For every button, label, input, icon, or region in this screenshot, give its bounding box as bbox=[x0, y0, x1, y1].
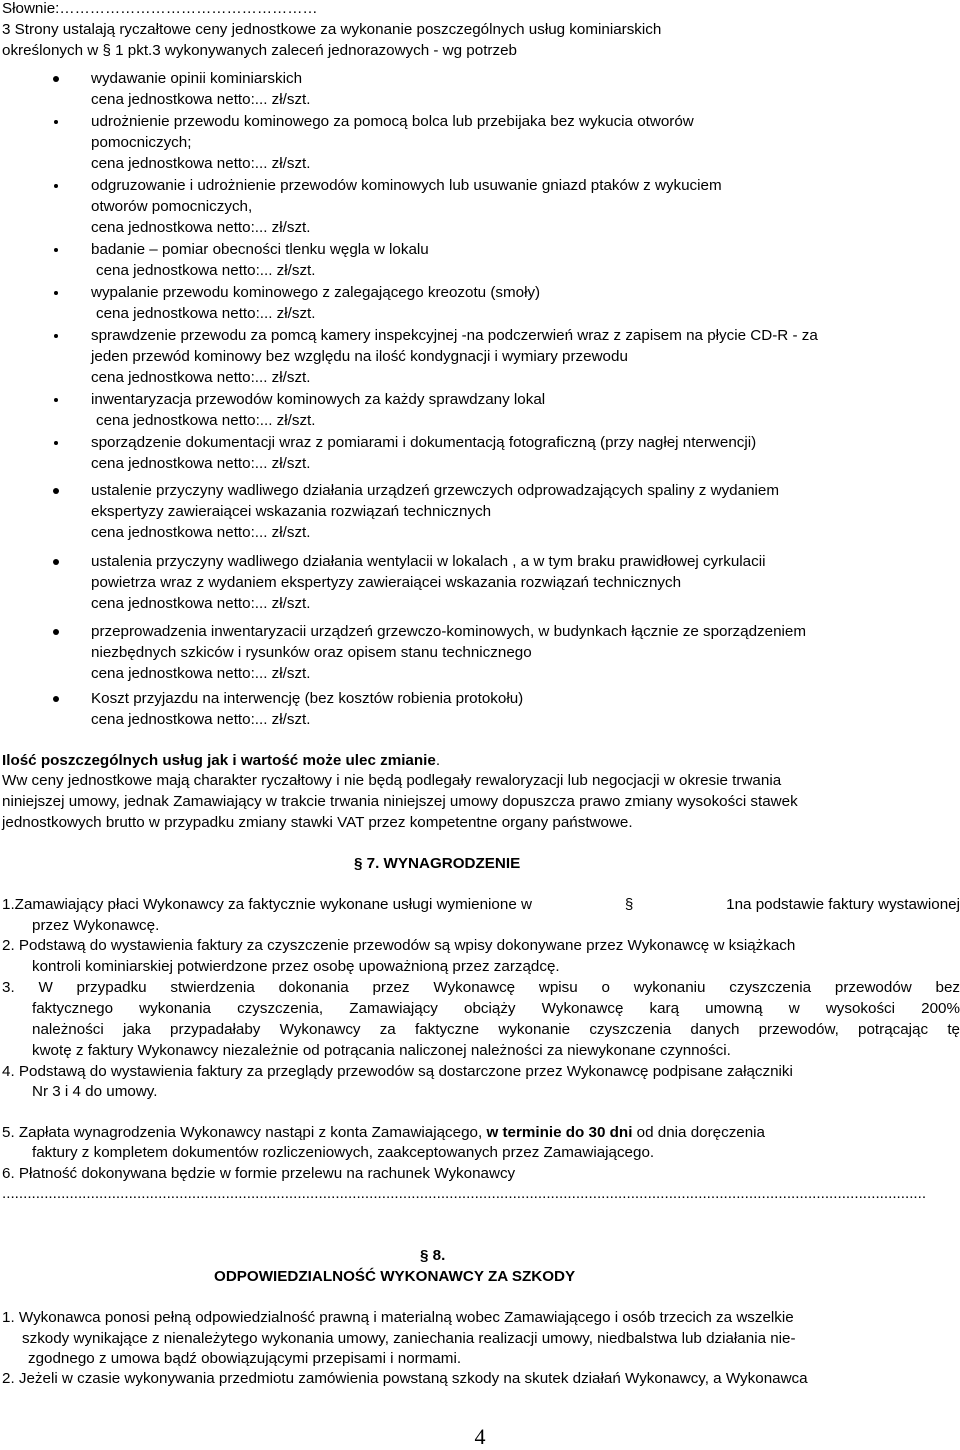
bullet-icon bbox=[54, 441, 58, 445]
section8-number bbox=[420, 1247, 445, 1265]
section-symbol-icon: § bbox=[354, 855, 367, 872]
s7-p1-line1 bbox=[2, 896, 960, 914]
dotted-line: ........................................................................................................................................................................................................................... bbox=[2, 1185, 927, 1202]
price-line: cena jednostkowa netto:... zł/szt. bbox=[91, 91, 311, 108]
section-symbol-icon: § bbox=[420, 1247, 433, 1264]
s7-p3-line1: 3. W przypadku stwierdzenia dokonania przez Wykonawcę wpisu o wykonaniu czyszczenia przewodów bez bbox=[2, 979, 960, 996]
service-line: ustalenia przyczyny wadliwego działania wentylacii w lokalach , a w tym braku prawidłowej cyrkulacii bbox=[91, 553, 766, 570]
bullet-icon bbox=[53, 488, 59, 494]
s7-p4-line2: Nr 3 i 4 do umowy. bbox=[32, 1083, 158, 1100]
note-line2: niniejszej umowy, jednak Zamawiający w trakcie trwania niniejszej umowy dopuszcza prawo zmiany wysokości stawek bbox=[2, 793, 798, 810]
price-line: cena jednostkowa netto:... zł/szt. bbox=[96, 412, 316, 429]
price-line: cena jednostkowa netto:... zł/szt. bbox=[91, 595, 311, 612]
note-bold-line bbox=[2, 752, 440, 770]
bullet-icon bbox=[54, 334, 58, 338]
s7-p2-line2: kontroli kominiarskiej potwierdzone przez osobę upoważnioną przez zarządcę. bbox=[32, 958, 560, 975]
bullet-icon bbox=[54, 248, 58, 252]
bullet-icon bbox=[54, 120, 58, 124]
point3-suffix: - wg potrzeb bbox=[429, 42, 517, 59]
bullet-icon bbox=[53, 559, 59, 565]
slownie-line: Słownie:…………………………………………… bbox=[2, 0, 318, 17]
s8-p1-line3: zgodnego z umowa bądź obowiązującymi przepisami i normami. bbox=[28, 1350, 462, 1367]
s7-p2-line1: 2. Podstawą do wystawienia faktury za czyszczenie przewodów są wpisy dokonywane przez Wykonawcę w książkach bbox=[2, 937, 796, 954]
price-line: cena jednostkowa netto:... zł/szt. bbox=[96, 305, 316, 322]
s7-p5-c: od dnia doręczenia bbox=[632, 1124, 766, 1141]
bullet-icon bbox=[53, 76, 59, 82]
price-line: cena jednostkowa netto:... zł/szt. bbox=[91, 155, 311, 172]
point3-line2 bbox=[2, 42, 517, 60]
price-line: cena jednostkowa netto:... zł/szt. bbox=[91, 219, 311, 236]
service-line: odgruzowanie i udrożnienie przewodów kominowych lub usuwanie gniazd ptaków z wykuciem bbox=[91, 177, 722, 194]
note-bold-end: . bbox=[435, 752, 441, 769]
s7-p5-a: 5. Zapłata wynagrodzenia Wykonawcy nastąpi z konta Zamawiającego, bbox=[2, 1124, 487, 1141]
section8-num: 8. bbox=[432, 1247, 446, 1264]
bullet-icon bbox=[54, 398, 58, 402]
price-line: cena jednostkowa netto:... zł/szt. bbox=[91, 665, 311, 682]
s8-p1-line2: szkody wynikające z nienależytego wykonania umowy, zaniechania realizacji umowy, niedbalstwa lub działania nie- bbox=[22, 1330, 796, 1347]
s7-p3-line3: należności jaka przypadałaby Wykonawcy za faktyczne wykonanie czyszczenia danych przewodów, potrącając tę bbox=[32, 1021, 960, 1038]
price-line: cena jednostkowa netto:... zł/szt. bbox=[91, 455, 311, 472]
page-number: 4 bbox=[474, 1424, 486, 1449]
s7-p6: 6. Płatność dokonywana będzie w formie przelewu na rachunek Wykonawcy bbox=[2, 1165, 516, 1182]
service-line: Koszt przyjazdu na interwencję (bez kosztów robienia protokołu) bbox=[91, 690, 524, 707]
bullet-icon bbox=[54, 291, 58, 295]
bullet-icon bbox=[53, 696, 59, 702]
s8-p1-line1: 1. Wykonawca ponosi pełną odpowiedzialność prawną i materialną wobec Zamawiającego i osób trzecich za wszelkie bbox=[2, 1309, 794, 1326]
s7-p5-bold: w terminie do 30 dni bbox=[486, 1124, 633, 1141]
bullet-icon bbox=[53, 629, 59, 635]
service-line: jeden przewód kominowy bez względu na ilość kondygnacji i wymiary przewodu bbox=[91, 348, 628, 365]
price-line: cena jednostkowa netto:... zł/szt. bbox=[91, 711, 311, 728]
price-line: cena jednostkowa netto:... zł/szt. bbox=[96, 262, 316, 279]
note-bold: Ilość poszczególnych usług jak i wartość może ulec zmianie bbox=[2, 752, 436, 769]
service-line: wypalanie przewodu kominowego z zalegającego kreozotu (smoły) bbox=[91, 284, 541, 301]
service-line: wydawanie opinii kominiarskich bbox=[91, 70, 303, 87]
service-line: niezbędnych szkiców i rysunków oraz opisem stanu technicznego bbox=[91, 644, 532, 661]
s7-p5-line2: faktury z kompletem dokumentów rozliczeniowych, zaakceptowanych przez Zamawiającego. bbox=[32, 1144, 655, 1161]
service-line: sporządzenie dokumentacji wraz z pomiarami i dokumentacją fotograficzną (przy nagłej nterwencji) bbox=[91, 434, 757, 451]
point3-line1: 3 Strony ustalają ryczałtowe ceny jednostkowe za wykonanie poszczególnych usług kominiarskich bbox=[2, 21, 662, 38]
point3-prefix: określonych w bbox=[2, 42, 103, 59]
service-line: otworów pomocniczych, bbox=[91, 198, 253, 215]
s7-p3-line2: faktycznego wykonania czyszczenia, Zamawiający obciąży Wykonawcę karą umowną w wysokości 200% bbox=[32, 1000, 960, 1017]
s7-p5-line1 bbox=[2, 1124, 765, 1142]
point3-ref: 1 pkt.3 wykonywanych zaleceń jednorazowych bbox=[115, 42, 430, 59]
s7-p1-line2: przez Wykonawcę. bbox=[32, 917, 160, 934]
service-line: ekspertyzy zawieraiącei wskazania rozwiązań technicznych bbox=[91, 503, 492, 520]
section7-title: 7. WYNAGRODZENIE bbox=[366, 855, 521, 872]
section-symbol-icon: § bbox=[624, 896, 634, 913]
service-line: udrożnienie przewodu kominowego za pomocą bolca lub przebijaka bez wykucia otworów bbox=[91, 113, 694, 130]
service-line: badanie – pomiar obecności tlenku węgla w lokalu bbox=[91, 241, 429, 258]
price-line: cena jednostkowa netto:... zł/szt. bbox=[91, 369, 311, 386]
s7-p1-a: 1.Zamawiający płaci Wykonawcy za faktycznie wykonane usługi wymienione w bbox=[2, 896, 532, 913]
section-symbol-icon: § bbox=[102, 42, 116, 59]
service-line: przeprowadzenia inwentaryzacii urządzeń grzewczo-kominowych, w budynkach łącznie ze sporządzeniem bbox=[91, 623, 806, 640]
service-line: sprawdzenie przewodu za pomcą kamery inspekcyjnej -na podczerwień wraz z zapisem na płycie CD-R - za bbox=[91, 327, 818, 344]
service-line: powietrza wraz z wydaniem ekspertyzy zawieraiącei wskazania rozwiązań technicznych bbox=[91, 574, 682, 591]
s7-p1-b: 1na podstawie faktury wystawionej bbox=[726, 896, 960, 913]
service-line: ustalenie przyczyny wadliwego działania urządzeń grzewczych odprowadzających spaliny z wydaniem bbox=[91, 482, 779, 499]
bullet-icon bbox=[54, 184, 58, 188]
s7-p3-line4: kwotę z faktury Wykonawcy niezależnie od potrącania naliczonej należności za niewykonane czynności. bbox=[32, 1042, 731, 1059]
note-line1: Ww ceny jednostkowe mają charakter ryczałtowy i nie będą podlegały rewaloryzacji lub negocjacji w okresie trwania bbox=[2, 772, 782, 789]
service-line: inwentaryzacja przewodów kominowych za każdy sprawdzany lokal bbox=[91, 391, 546, 408]
section8-title: ODPOWIEDZIALNOŚĆ WYKONAWCY ZA SZKODY bbox=[214, 1268, 576, 1285]
s7-p4-line1: 4. Podstawą do wystawienia faktury za przeglądy przewodów są dostarczone przez Wykonawcę podpisane załączniki bbox=[2, 1063, 793, 1080]
section7-heading bbox=[354, 855, 520, 873]
note-line3: jednostkowych brutto w przypadku zmiany stawki VAT przez kompetentne organy państwowe. bbox=[2, 814, 633, 831]
price-line: cena jednostkowa netto:... zł/szt. bbox=[91, 524, 311, 541]
service-line: pomocniczych; bbox=[91, 134, 192, 151]
s8-p2: 2. Jeżeli w czasie wykonywania przedmiotu zamówienia powstaną szkody na skutek działań Wykonawcy, a Wykonawca bbox=[2, 1370, 808, 1387]
